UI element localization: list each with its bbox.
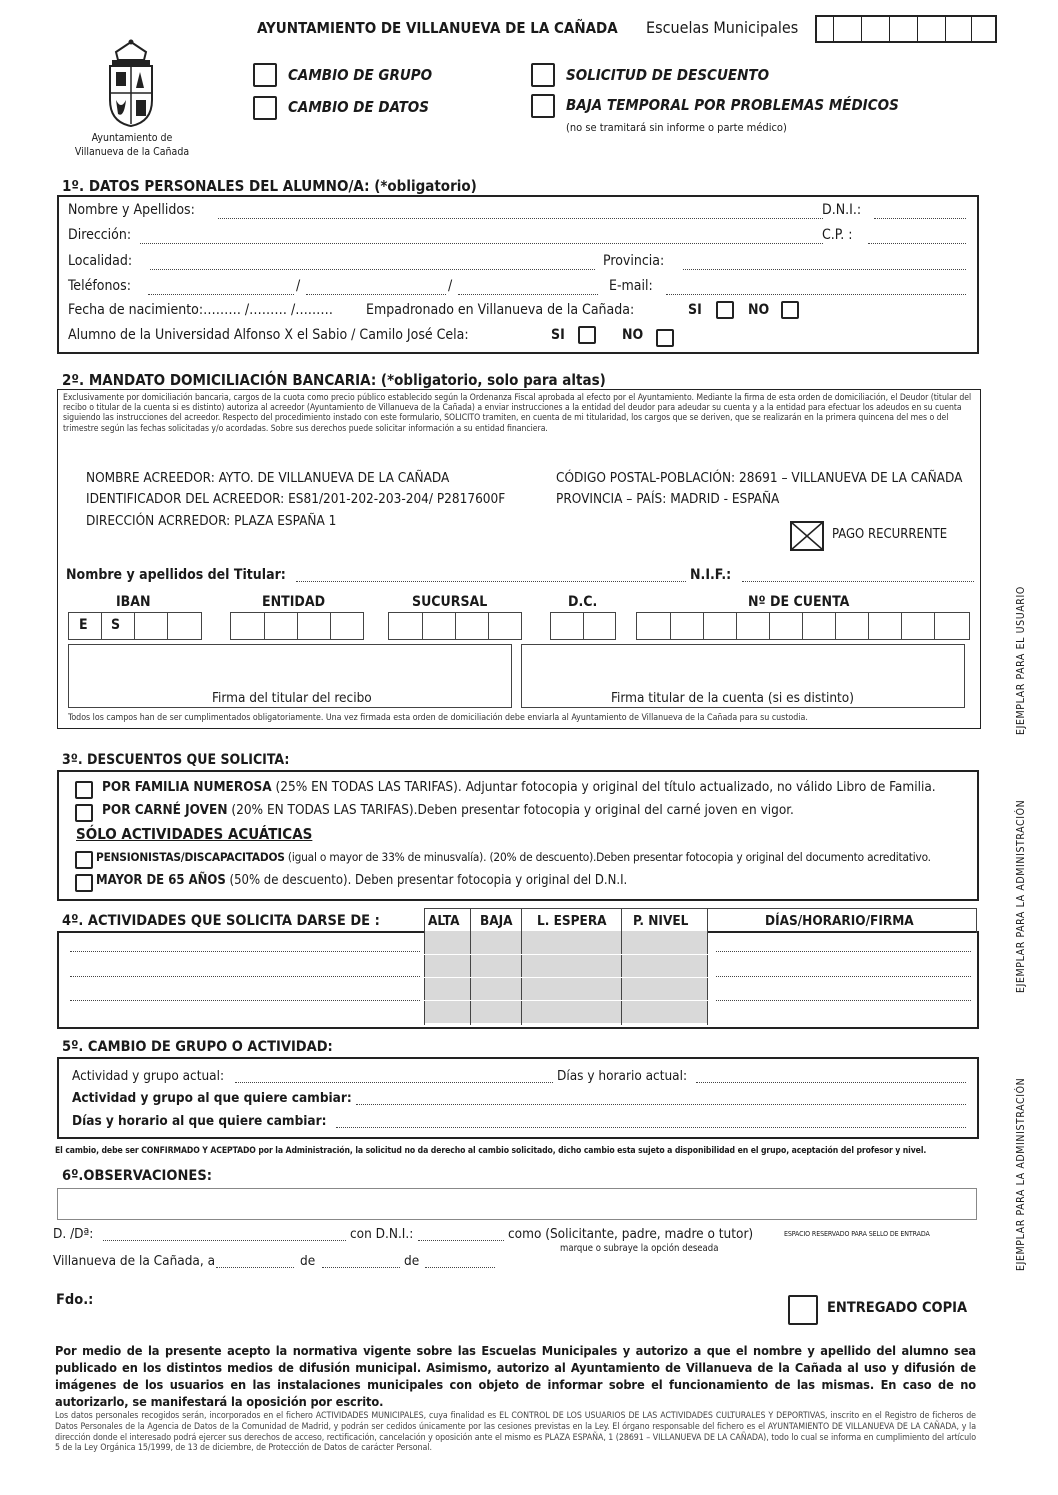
acreedor-address: DIRECCIÓN ACRREDOR: PLAZA ESPAÑA 1: [86, 513, 337, 529]
mayor65-line: [96, 873, 627, 888]
mayor65-detail: (50% de descuento). Deben presentar fotocopia y original del D.N.I.: [225, 873, 628, 888]
col-divider: [621, 908, 622, 1025]
logo-caption-line1: Ayuntamiento de: [91, 132, 173, 144]
acreedor-provincia-pais: PROVINCIA – PAÍS: MADRID - ESPAÑA: [556, 491, 780, 507]
carne-joven-checkbox[interactable]: [75, 804, 93, 822]
universidad-si-checkbox[interactable]: [578, 326, 596, 344]
col-divider: [521, 908, 522, 1025]
horario-input-2[interactable]: [716, 976, 971, 977]
empadronado-no-checkbox[interactable]: [781, 301, 799, 319]
org-title: AYUNTAMIENTO DE VILLANUEVA DE LA CAÑADA: [257, 19, 618, 37]
localidad-input[interactable]: [150, 269, 595, 270]
quiere-input[interactable]: [356, 1104, 966, 1105]
pago-recurrente-checkbox-checked[interactable]: [790, 521, 824, 551]
row-divider: [424, 1000, 708, 1001]
dias-quiere-label: Días y horario al que quiere cambiar:: [72, 1113, 327, 1129]
sucursal-boxes[interactable]: [388, 612, 522, 640]
mandate-footer-note: Todos los campos han de ser cumplimentados obligatoriamente. Una vez firmada esta orden de domiciliación debe enviarla al Ayuntamiento de Villanueva de la Cañada para su custodia.: [68, 713, 808, 723]
cambio-grupo-checkbox[interactable]: [253, 63, 277, 87]
actividad-input-1[interactable]: [70, 951, 420, 952]
alta-header: ALTA: [428, 913, 460, 929]
provincia-input[interactable]: [683, 269, 966, 270]
acuaticas-heading: SÓLO ACTIVIDADES ACUÁTICAS: [76, 825, 313, 843]
actual-input[interactable]: [235, 1082, 553, 1083]
baja-header: BAJA: [480, 913, 513, 929]
phone-separator: /: [296, 278, 301, 294]
mayor65-checkbox[interactable]: [75, 874, 93, 892]
section6-title: 6º.OBSERVACIONES:: [62, 1168, 212, 1184]
universidad-label: Alumno de la Universidad Alfonso X el Sabio / Camilo José Cela:: [68, 327, 469, 343]
acreedor-identifier: IDENTIFICADOR DEL ACREEDOR: ES81/201-202-203-204/ P2817600F: [86, 491, 506, 507]
side-label-admin2: EJEMPLAR PARA LA ADMINISTRACIÓN: [1015, 1077, 1027, 1271]
de-label-1: de: [300, 1253, 316, 1269]
col-divider: [707, 908, 708, 1025]
horario-input-1[interactable]: [716, 951, 971, 952]
col-divider: [424, 908, 425, 1025]
titular-label: Nombre y apellidos del Titular:: [66, 567, 286, 583]
mes-input[interactable]: [322, 1267, 400, 1268]
dc-boxes[interactable]: [550, 612, 616, 640]
phone-separator: /: [448, 278, 453, 294]
empadronado-no-label: NO: [748, 302, 770, 318]
iban-s: S: [111, 617, 121, 633]
villanueva-label: Villanueva de la Cañada, a: [53, 1253, 216, 1269]
cambio-grupo-label: CAMBIO DE GRUPO: [288, 66, 433, 84]
direccion-input[interactable]: [140, 243, 823, 244]
mayor65-label: MAYOR DE 65 AÑOS: [96, 873, 226, 888]
entidad-header: ENTIDAD: [262, 594, 326, 610]
acreedor-cp-poblacion: CÓDIGO POSTAL-POBLACIÓN: 28691 – VILLANUEVA DE LA CAÑADA: [556, 470, 963, 486]
coat-of-arms-logo: [104, 38, 158, 128]
familia-numerosa-label: POR FAMILIA NUMEROSA: [102, 779, 272, 795]
empadronado-label: Empadronado en Villanueva de la Cañada:: [366, 302, 635, 318]
logo-caption-line2: Villanueva de la Cañada: [74, 146, 190, 158]
provincia-label: Provincia:: [603, 253, 665, 269]
email-label: E-mail:: [609, 278, 653, 294]
section3-title: 3º. DESCUENTOS QUE SOLICITA:: [62, 752, 290, 768]
iban-boxes[interactable]: [68, 612, 202, 640]
nombre-label: Nombre y Apellidos:: [68, 202, 195, 218]
dias-actual-label: Días y horario actual:: [557, 1068, 688, 1084]
section5-title: 5º. CAMBIO DE GRUPO O ACTIVIDAD:: [62, 1039, 333, 1055]
familia-numerosa-checkbox[interactable]: [75, 781, 93, 799]
section4-title: 4º. ACTIVIDADES QUE SOLICITA DARSE DE :: [62, 913, 380, 929]
telefono3-input[interactable]: [458, 294, 598, 295]
dc-header: D.C.: [568, 594, 598, 610]
cp-label: C.P. :: [822, 227, 853, 243]
cp-input[interactable]: [868, 243, 966, 244]
d-da-label: D. /Dª:: [53, 1226, 94, 1242]
con-dni-input[interactable]: [418, 1240, 504, 1241]
cambio-note: El cambio, debe ser CONFIRMADO Y ACEPTADO por la Administración, la solicitud no da derecho al cambio solicitado, dicho cambio esta sujeto a disponibilidad en el grupo, aceptación del profesor y nivel.: [55, 1146, 927, 1156]
actual-label: Actividad y grupo actual:: [72, 1068, 225, 1084]
privacy-text: Los datos personales recogidos serán, incorporados en el fichero ACTIVIDADES MUNICIPALES, cuya finalidad es EL CONTROL DE LOS USUARIOS DE LAS ACTIVIDADES CULTURALES Y DEPORTIVAS, inscrito en el Registro de ficheros de Datos Personales de la Agencia de Datos de la Comunidad de Madrid, y podrán ser cedidos únicamente por las cesiones previstas en la Ley. El órgano responsable del fichero es el AYUNTAMIENTO DE VILLANUEVA DE LA CAÑADA, y la dirección donde el interesado podrá ejercer sus derechos de acceso, rectificación, cancelación y oposición ante el mismo es PLAZA ESPAÑA, 1 (28691 – VILLANUEVA DE LA CAÑADA), todo lo cual se informa en cumplimiento del artículo 5 de la Ley Orgánica 15/1999, de 13 de diciembre, de Protección de Datos de carácter Personal.: [55, 1411, 976, 1454]
nif-label: N.I.F.:: [690, 567, 732, 583]
iban-e: E: [79, 617, 88, 633]
dias-actual-input[interactable]: [696, 1082, 966, 1083]
acreedor-name: NOMBRE ACREEDOR: AYTO. DE VILLANUEVA DE LA CAÑADA: [86, 470, 450, 486]
carne-joven-label: POR CARNÉ JOVEN: [102, 802, 228, 818]
titular-input[interactable]: [296, 581, 686, 582]
consent-text: Por medio de la presente acepto la normativa vigente sobre las Escuelas Municipales y autorizo a que el nombre y apellido del alumno sea publicado en los distintos medios de difusión municipal. Asimismo, autorizo al Ayuntamiento de Villanueva de la Cañada al uso y difusión de imágenes de los usuarios en las instalaciones municipales con objeto de informar sobre el funcionamiento de las mismas. En caso de no autorizarlo, se manifestará la oposición por escrito.: [55, 1343, 976, 1409]
cuenta-header: Nº DE CUENTA: [748, 594, 850, 610]
cambio-datos-checkbox[interactable]: [253, 96, 277, 120]
anio-input[interactable]: [425, 1267, 495, 1268]
telefono1-input[interactable]: [148, 294, 294, 295]
dias-quiere-input[interactable]: [336, 1127, 966, 1128]
fecha-nacimiento-field[interactable]: Fecha de nacimiento:……… /……… /………: [68, 302, 334, 318]
actividad-input-2[interactable]: [70, 976, 420, 977]
side-label-usuario: EJEMPLAR PARA EL USUARIO: [1015, 586, 1027, 735]
de-label-2: de: [404, 1253, 420, 1269]
pensionistas-checkbox[interactable]: [75, 851, 93, 869]
cambio-datos-label: CAMBIO DE DATOS: [288, 98, 429, 116]
section1-title: 1º. DATOS PERSONALES DEL ALUMNO/A: (*obligatorio): [62, 177, 477, 195]
entidad-boxes[interactable]: [230, 612, 364, 640]
dni-label: D.N.I.:: [822, 202, 862, 218]
dept-title: Escuelas Municipales: [646, 18, 799, 37]
solicitud-descuento-checkbox[interactable]: [531, 63, 555, 87]
telefono2-input[interactable]: [306, 294, 446, 295]
actividad-input-3[interactable]: [70, 1000, 420, 1001]
quiere-label: Actividad y grupo al que quiere cambiar:: [72, 1090, 352, 1106]
firma-input[interactable]: [100, 1290, 400, 1322]
carne-joven-line: [102, 802, 794, 818]
sello-label: ESPACIO RESERVADO PARA SELLO DE ENTRADA: [784, 1230, 930, 1238]
baja-temporal-label: BAJA TEMPORAL POR PROBLEMAS MÉDICOS: [566, 96, 899, 114]
solicitud-descuento-label: SOLICITUD DE DESCUENTO: [566, 66, 770, 84]
d-da-input[interactable]: [103, 1240, 346, 1241]
universidad-si-label: SI: [551, 327, 565, 343]
nif-input[interactable]: [742, 581, 974, 582]
marque-note: marque o subraye la opción deseada: [560, 1243, 719, 1254]
con-dni-label: con D.N.I.:: [350, 1226, 414, 1242]
familia-numerosa-detail: (25% EN TODAS LAS TARIFAS). Adjuntar fotocopia y original del título actualizado, no válido Libro de Familia.: [271, 779, 936, 795]
empadronado-si-checkbox[interactable]: [716, 301, 734, 319]
iban-header: IBAN: [116, 594, 151, 610]
empadronado-si-label: SI: [688, 302, 702, 318]
baja-temporal-checkbox[interactable]: [531, 94, 555, 118]
firma-titular-recibo-label: Firma del titular del recibo: [212, 690, 372, 706]
carne-joven-detail: (20% EN TODAS LAS TARIFAS).Deben presentar fotocopia y original del carné joven en vigor.: [227, 802, 794, 818]
row-divider: [424, 977, 708, 978]
firma-titular-cuenta-label: Firma titular de la cuenta (si es distinto): [611, 690, 854, 706]
horario-header: DÍAS/HORARIO/FIRMA: [765, 913, 914, 929]
registration-number-boxes[interactable]: [815, 15, 997, 43]
entregado-copia-label: ENTREGADO COPIA: [827, 1300, 968, 1316]
cuenta-boxes[interactable]: [636, 612, 970, 640]
telefonos-label: Teléfonos:: [68, 278, 131, 294]
sucursal-header: SUCURSAL: [412, 594, 488, 610]
pensionistas-label: PENSIONISTAS/DISCAPACITADOS: [96, 850, 285, 864]
localidad-label: Localidad:: [68, 253, 133, 269]
observaciones-input[interactable]: [57, 1188, 977, 1220]
row-divider: [424, 954, 708, 955]
como-label[interactable]: como (Solicitante, padre, madre o tutor): [508, 1226, 754, 1242]
direccion-label: Dirección:: [68, 227, 132, 243]
pensionistas-detail: (igual o mayor de 33% de minusvalía). (20% de descuento).Deben presentar fotocopia y original del documento acreditativo.: [284, 850, 931, 864]
entregado-copia-checkbox[interactable]: [788, 1295, 818, 1325]
nombre-input[interactable]: [218, 218, 823, 219]
familia-numerosa-line: [102, 779, 936, 795]
fdo-label: Fdo.:: [56, 1292, 94, 1308]
email-input[interactable]: [666, 294, 966, 295]
baja-temporal-note: (no se tramitará sin informe o parte médico): [566, 121, 787, 134]
col-divider: [470, 908, 471, 1025]
horario-input-3[interactable]: [716, 1000, 971, 1001]
section2-title: 2º. MANDATO DOMICILIACIÓN BANCARIA: (*obligatorio, solo para altas): [62, 371, 606, 389]
nivel-header: P. NIVEL: [633, 913, 689, 929]
dia-input[interactable]: [216, 1267, 294, 1268]
universidad-no-checkbox[interactable]: [656, 329, 674, 347]
side-label-admin1: EJEMPLAR PARA LA ADMINISTRACIÓN: [1015, 799, 1027, 993]
pago-recurrente-label: PAGO RECURRENTE: [832, 527, 948, 542]
pensionistas-line: [96, 850, 931, 864]
mandate-legal-text: Exclusivamente por domiciliación bancaria, cargos de la cuota como precio público establecido según la Ordenanza Fiscal aprobada al efecto por el Ayuntamiento. Mediante la firma de esta orden de domiciliación, el Deudor (titular del recibo o titular de la cuenta si es distinto) autoriza al acreedor (Ayuntamiento de Villanueva de la Cañada) a enviar instrucciones a la entidad del deudor para adeudar su cuenta y a la entidad para efectuar los adeudos en su cuenta siguiendo las instrucciones del acreedor. Respecto del procedimiento instado con este formulario, SOLICITO tramiten, en cuenta de mi titularidad, los cargos que se deriven, que se realizarán en la primera quincena del mes o del trimestre según las fechas solicitadas y/o acordadas. Sobre sus derechos puede solicitar información a su entidad financiera.: [63, 393, 972, 434]
espera-header: L. ESPERA: [537, 913, 607, 929]
dni-input[interactable]: [874, 218, 966, 219]
universidad-no-label: NO: [622, 327, 644, 343]
